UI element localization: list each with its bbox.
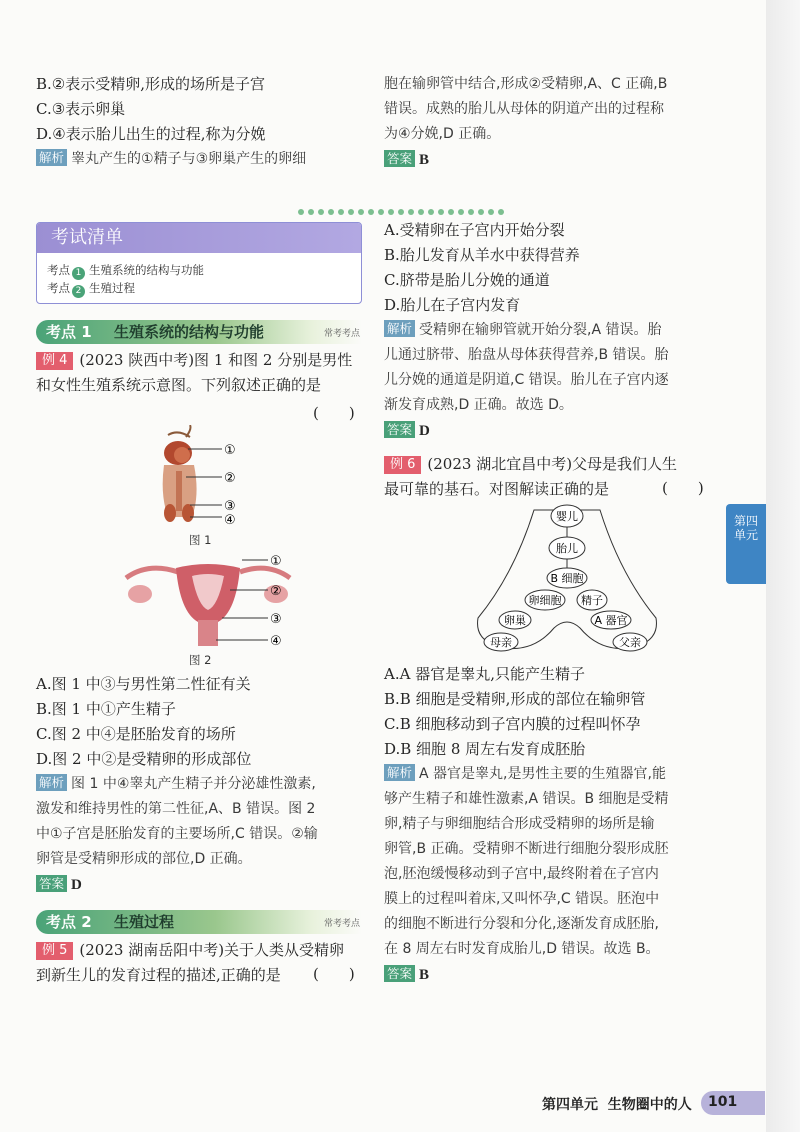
diagram-node-a-organ: A 器官	[594, 614, 628, 627]
figure-development-diagram	[474, 502, 660, 658]
option-a: A.A 器官是睾丸,只能产生精子	[384, 665, 585, 683]
explanation-line: 膜上的过程叫着床,又叫怀孕,C 错误。胚泡中	[384, 891, 660, 907]
option-b: B.图 1 中①产生精子	[36, 700, 176, 718]
question-line: 最可靠的基石。对图解读正确的是	[384, 480, 610, 498]
top-right-column	[384, 72, 724, 173]
option-b: B.B 细胞是受精卵,形成的部位在输卵管	[384, 690, 646, 708]
figure-1-caption: 图 1	[189, 533, 212, 547]
option-d: D.图 2 中②是受精卵的形成部位	[36, 750, 252, 768]
diagram-node-sperm: 精子	[581, 594, 603, 607]
answer-value: D	[71, 877, 82, 893]
diagram-node-father: 父亲	[619, 636, 641, 649]
section-divider	[296, 200, 506, 208]
answer	[36, 872, 366, 898]
explanation-tag: 解析	[384, 320, 415, 337]
figure-1-label: ①	[224, 443, 236, 458]
option-a: A.图 1 中③与男性第二性征有关	[36, 675, 251, 693]
explanation-text: 睾丸产生的①精子与③卵巢产生的卵细	[71, 151, 307, 167]
exam-checklist-title: 考试清单	[37, 223, 361, 253]
option-c: C.图 2 中④是胚胎发育的场所	[36, 725, 236, 743]
diagram-node-baby: 婴儿	[556, 510, 578, 523]
option-c: C.③表示卵巢	[36, 100, 126, 118]
footer-title	[542, 1094, 692, 1114]
diagram-node-egg-cell: 卵细胞	[528, 594, 562, 607]
answer-tag: 答案	[384, 150, 415, 167]
number-badge: 1	[72, 267, 85, 280]
figure-1-male-reproductive-system	[150, 425, 260, 527]
option-d: D.B 细胞 8 周左右发育成胚胎	[384, 740, 586, 758]
explanation-line: 泡,胚泡缓慢移动到子宫中,最终附着在子宫内	[384, 866, 659, 882]
explanation-line: 儿分娩的通道是阴道,C 错误。胎儿在子宫内逐	[384, 372, 669, 388]
explanation-line: 激发和维持男性的第二性征,A、B 错误。图 2	[36, 801, 316, 817]
figure-1-label: ④	[224, 513, 236, 527]
option-d: D.④表示胎儿出生的过程,称为分娩	[36, 125, 266, 143]
figure-2-label: ①	[270, 554, 282, 569]
answer-blank: ( )	[313, 965, 355, 983]
exam-checklist	[36, 222, 362, 304]
explanation-line: 解析 图 1 中④睾丸产生精子并分泌雄性激素,	[36, 772, 366, 797]
answer-blank: ( )	[313, 404, 355, 422]
answer	[384, 147, 724, 173]
option-d: D.胎儿在子宫内发育	[384, 296, 521, 314]
example-4-body	[36, 672, 366, 898]
option-c: C.B 细胞移动到子宫内膜的过程叫怀孕	[384, 715, 641, 733]
figure-1-label: ③	[224, 499, 236, 514]
explanation-tag: 解析	[384, 764, 415, 781]
explanation-tag: 解析	[36, 149, 67, 166]
option-b: B.②表示受精卵,形成的场所是子宫	[36, 75, 266, 93]
footer-chapter: 生物圈中的人	[607, 1097, 692, 1113]
answer	[384, 962, 724, 988]
example-tag: 例 4	[36, 352, 73, 370]
unit-side-tab: 第四 单元	[726, 504, 766, 584]
figure-2-female-reproductive-system	[118, 550, 294, 650]
explanation-line: 卵,精子与卵细胞结合形成受精卵的场所是输	[384, 816, 655, 832]
question-line: 例 6 (2023 湖北宜昌中考)父母是我们人生	[384, 452, 724, 477]
explanation-line: 错误。成熟的胎儿从母体的阴道产出的过程称	[384, 101, 664, 117]
answer-tag: 答案	[384, 421, 415, 438]
option-b: B.胎儿发育从羊水中获得营养	[384, 246, 580, 264]
explanation-line: 在 8 周左右时发育成胎儿,D 错误。故选 B。	[384, 941, 660, 957]
key-point-number: 考点 2	[46, 913, 92, 931]
explanation-line: 解析 受精卵在输卵管就开始分裂,A 错误。胎	[384, 318, 724, 343]
diagram-node-b-cell: B 细胞	[550, 572, 584, 585]
key-point-title: 生殖过程	[114, 913, 175, 931]
answer	[384, 418, 724, 444]
example-tag: 例 5	[36, 942, 73, 960]
question-line: 和女性生殖系统示意图。下列叙述正确的是	[36, 376, 322, 394]
option-a: A.受精卵在子宫内开始分裂	[384, 221, 565, 239]
top-left-column	[36, 72, 366, 172]
explanation-line: 解析 A 器官是睾丸,是男性主要的生殖器官,能	[384, 762, 724, 787]
explanation-line: 儿通过脐带、胎盘从母体获得营养,B 错误。胎	[384, 347, 669, 363]
key-point-note: 常考考点	[323, 329, 360, 339]
example-tag: 例 6	[384, 456, 421, 474]
exam-item: 考点 2 生殖过程	[47, 281, 135, 296]
question-line: 例 5 (2023 湖南岳阳中考)关于人类从受精卵	[36, 938, 366, 963]
explanation-tag: 解析	[36, 774, 67, 791]
figure-2-label: ④	[270, 634, 282, 649]
number-badge: 2	[72, 285, 85, 298]
page-edge	[766, 0, 800, 1132]
explanation	[36, 147, 366, 172]
answer-value: B	[419, 152, 430, 168]
explanation-line: 为④分娩,D 正确。	[384, 126, 501, 142]
option-c: C.脐带是胎儿分娩的通道	[384, 271, 550, 289]
example-4	[36, 348, 366, 398]
key-point-1-header	[36, 320, 362, 344]
explanation-line: 够产生精子和雄性激素,A 错误。B 细胞是受精	[384, 791, 669, 807]
exam-item: 考点 1 生殖系统的结构与功能	[47, 263, 204, 278]
answer-value: D	[419, 423, 430, 439]
answer-value: B	[419, 967, 430, 983]
figure-2-caption: 图 2	[189, 653, 212, 667]
question-line: 到新生儿的发育过程的描述,正确的是	[36, 966, 281, 984]
footer-unit: 第四单元	[542, 1097, 598, 1113]
explanation-line: 卵管是受精卵形成的部位,D 正确。	[36, 851, 252, 867]
example-6-body	[384, 662, 724, 988]
explanation-line: 的细胞不断进行分裂和分化,逐渐发育成胚胎,	[384, 916, 659, 932]
key-point-title: 生殖系统的结构与功能	[114, 323, 265, 341]
diagram-node-ovary: 卵巢	[504, 614, 526, 627]
question-line: 例 4 (2023 陕西中考)图 1 和图 2 分别是男性	[36, 348, 366, 373]
key-point-note: 常考考点	[323, 919, 360, 929]
explanation-line: 中①子宫是胚胎发育的主要场所,C 错误。②输	[36, 826, 318, 842]
figure-2-label: ②	[270, 584, 282, 599]
answer-tag: 答案	[36, 875, 67, 892]
example-5-body	[384, 218, 724, 444]
diagram-node-mother: 母亲	[490, 636, 512, 649]
key-point-number: 考点 1	[46, 323, 92, 341]
explanation-line: 渐发育成熟,D 正确。故选 D。	[384, 397, 573, 413]
explanation-line: 卵管,B 正确。受精卵不断进行细胞分裂形成胚	[384, 841, 669, 857]
answer-blank: ( )	[662, 479, 704, 497]
figure-2-label: ③	[270, 612, 282, 627]
answer-tag: 答案	[384, 965, 415, 982]
explanation-line: 胞在输卵管中结合,形成②受精卵,A、C 正确,B	[384, 76, 668, 92]
figure-1-label: ②	[224, 471, 236, 486]
page-number: 101	[708, 1094, 738, 1110]
diagram-node-fetus: 胎儿	[556, 542, 578, 555]
key-point-2-header	[36, 910, 362, 934]
